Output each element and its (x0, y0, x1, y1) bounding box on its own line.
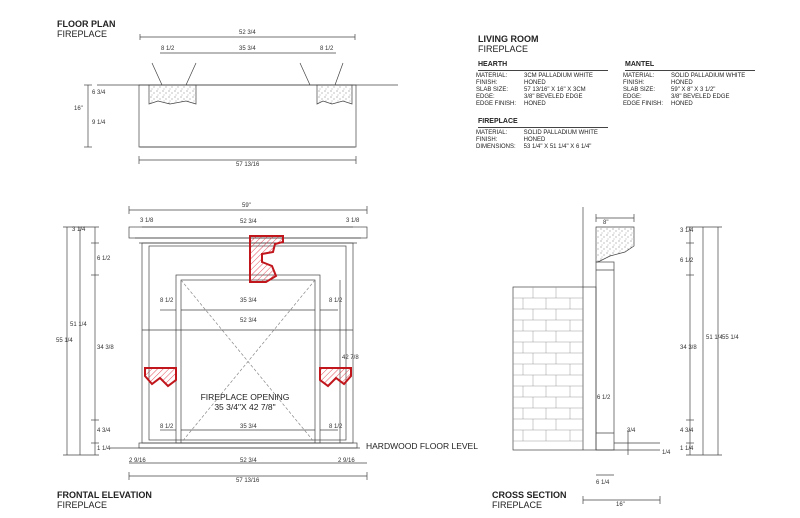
spec-value: 3CM PALLADIUM WHITE (524, 73, 593, 79)
dim-fe-2l: 2 9/16 (129, 458, 146, 464)
spec-value: HONED (524, 80, 546, 86)
dim-fe-tr: 3 1/8 (346, 218, 360, 224)
frontal-elevation-title: FRONTAL ELEVATION (57, 490, 152, 500)
dim-cs-55: 55 1/4 (722, 335, 739, 341)
dim-cs-16: 16" (616, 502, 625, 508)
left-base-profile-highlight (145, 368, 176, 386)
hearth-heading: HEARTH (478, 61, 508, 68)
spec-label: EDGE: (476, 94, 495, 100)
dim-fe-v1: 3 1/4 (72, 227, 86, 233)
dim-fe-35b: 35 3/4 (240, 424, 257, 430)
spec-label: FINISH: (623, 80, 645, 86)
spec-label: EDGE FINISH: (476, 101, 517, 107)
opening-label-line2: 35 3/4"X 42 7/8" (214, 402, 276, 412)
dim-cs-r3: 34 3/8 (680, 345, 697, 351)
dim-fe-v3: 34 3/8 (97, 345, 114, 351)
floor-plan-subtitle: FIREPLACE (57, 29, 108, 39)
dim-fp-top: 52 3/4 (239, 30, 256, 36)
spec-label: FINISH: (476, 137, 498, 143)
dim-fe-8l2: 8 1/2 (160, 424, 174, 430)
frontal-elevation-drawing (63, 206, 367, 480)
cross-section-title: CROSS SECTION (492, 490, 567, 500)
living-room-title: LIVING ROOM (478, 34, 539, 44)
spec-label: EDGE FINISH: (623, 101, 664, 107)
spec-value: SOLID PALLADIUM WHITE (671, 73, 746, 79)
spec-label: MATERIAL: (476, 130, 508, 136)
frontal-elevation-subtitle: FIREPLACE (57, 500, 108, 510)
spec-label: SLAB SIZE: (476, 87, 509, 93)
dim-fe-8r: 8 1/2 (329, 298, 343, 304)
dim-fe-2r: 2 9/16 (338, 458, 355, 464)
spec-value: 57 13/16" X 16" X 3CM (524, 87, 586, 93)
floor-plan-title: FLOOR PLAN (57, 19, 116, 29)
spec-label: MATERIAL: (623, 73, 655, 79)
floor-plan-drawing (84, 34, 398, 164)
spec-value: 59" X 8" X 3 1/2" (671, 87, 716, 93)
dim-cs-3: 3/4 (627, 428, 636, 434)
spec-label: MATERIAL: (476, 73, 508, 79)
spec-label: SLAB SIZE: (623, 87, 656, 93)
dim-fe-tl: 3 1/8 (140, 218, 154, 224)
mantel-heading: MANTEL (625, 61, 655, 68)
dim-cs-r5: 1 1/4 (680, 446, 694, 452)
dim-fe-v55: 55 1/4 (56, 338, 73, 344)
dim-fp-bottom: 57 13/16 (236, 162, 260, 168)
dim-fe-52b: 52 3/4 (240, 318, 257, 324)
spec-value: 53 1/4" X 51 1/4" X 6 1/4" (523, 144, 592, 150)
fireplace-heading: FIREPLACE (478, 118, 518, 125)
dim-cs-64: 6 1/4 (596, 480, 610, 486)
dim-cs-51: 51 1/4 (706, 335, 723, 341)
dim-fe-59: 59" (242, 203, 251, 209)
dim-fe-v51: 51 1/4 (70, 322, 87, 328)
dim-fe-57: 57 13/16 (236, 478, 260, 484)
cross-section-drawing (513, 207, 722, 504)
dim-fe-52c: 52 3/4 (240, 458, 257, 464)
floor-level-label: HARDWOOD FLOOR LEVEL (366, 441, 478, 451)
spec-label: EDGE: (623, 94, 642, 100)
spec-value: HONED (523, 137, 546, 143)
dim-cs-1: 1/4 (662, 450, 671, 456)
spec-label: DIMENSIONS: (476, 144, 516, 150)
dim-fe-35a: 35 3/4 (240, 298, 257, 304)
dim-fe-v5: 1 1/4 (97, 446, 111, 452)
spec-value: HONED (671, 80, 693, 86)
dim-fp-16: 16" (74, 106, 83, 112)
dim-fp-a: 6 3/4 (92, 90, 106, 96)
living-room-subtitle: FIREPLACE (478, 44, 529, 54)
spec-value: HONED (524, 101, 546, 107)
spec-value: 3/8" BEVELED EDGE (524, 94, 583, 100)
dim-cs-r2: 6 1/2 (680, 258, 694, 264)
opening-label-line1: FIREPLACE OPENING (200, 392, 290, 402)
dim-cs-8: 8" (603, 220, 609, 226)
dim-fe-8l: 8 1/2 (160, 298, 174, 304)
dim-cs-6: 6 1/2 (597, 395, 611, 401)
dim-fe-v4: 4 3/4 (97, 428, 111, 434)
spec-value: SOLID PALLADIUM WHITE (523, 130, 598, 136)
dim-fp-right: 8 1/2 (320, 46, 334, 52)
dim-fp-352: 35 3/4 (239, 46, 256, 52)
spec-value: HONED (671, 101, 693, 107)
spec-value: 3/8" BEVELED EDGE (671, 94, 730, 100)
dim-fe-52a: 52 3/4 (240, 219, 257, 225)
dim-fp-left: 8 1/2 (161, 46, 175, 52)
dim-fe-v42: 42 7/8 (342, 355, 359, 361)
spec-label: FINISH: (476, 80, 498, 86)
dim-cs-r1: 3 1/4 (680, 228, 694, 234)
dim-fe-v2: 6 1/2 (97, 256, 111, 262)
dim-fp-b: 9 1/4 (92, 120, 106, 126)
cross-section-subtitle: FIREPLACE (492, 500, 543, 510)
right-base-profile-highlight (320, 368, 351, 386)
dim-fe-8r2: 8 1/2 (329, 424, 343, 430)
dim-cs-r4: 4 3/4 (680, 428, 694, 434)
